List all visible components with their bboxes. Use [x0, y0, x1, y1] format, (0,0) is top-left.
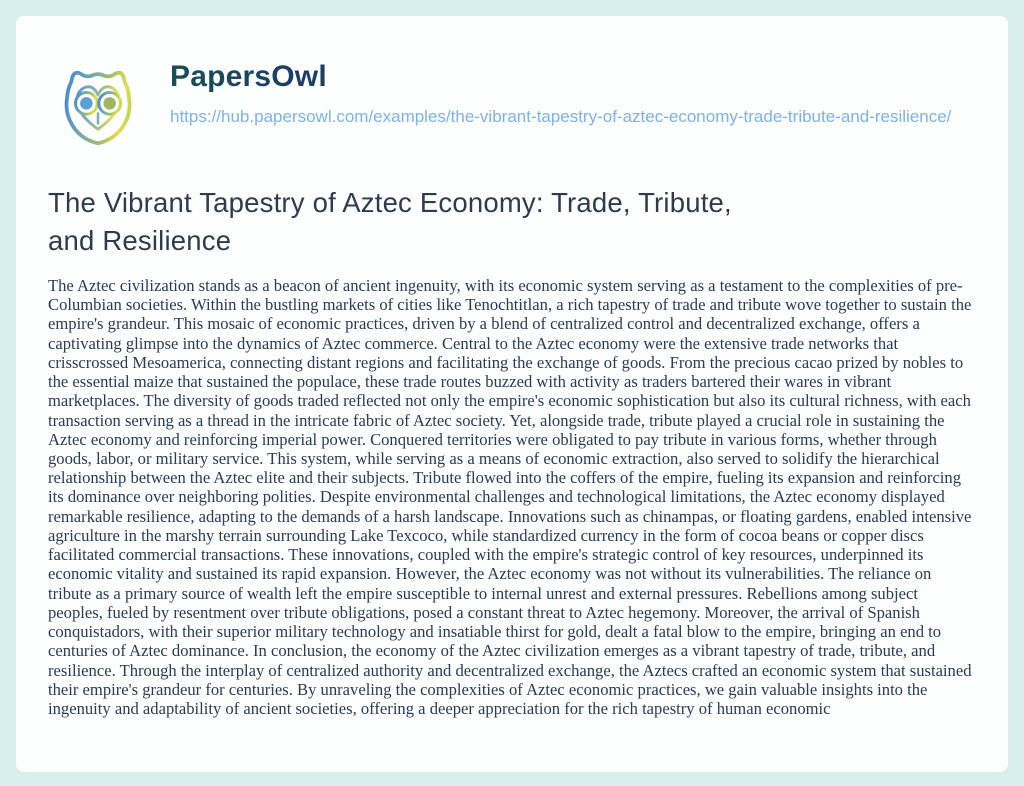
article-body-text: The Aztec civilization stands as a beacon of ancient ingenuity, with its economic system serving as a testament to the complexities of pre-Columbian societies. Within the bustling markets of cities like Tenochtitlan, a rich tapestry of trade and tribute wove together to sustain the empire's grandeur. This mosaic of economic practices, driven by a blend of centralized control and decentralized exchange, offers a captivating glimpse into the dynamics of Aztec commerce. Central to the Aztec economy were the extensive trade networks that crisscrossed Mesoamerica, connecting distant regions and facilitating the exchange of goods. From the precious cacao prized by nobles to the essential maize that sustained the populace, these trade routes buzzed with activity as traders bartered their wares in vibrant marketplaces. The diversity of goods traded reflected not only the empire's economic sophistication but also its cultural richness, with each transaction serving as a thread in the intricate fabric of Aztec society. Yet, alongside trade, tribute played a crucial role in sustaining the Aztec economy and reinforcing imperial power. Conquered territories were obligated to pay tribute in various forms, whether through goods, labor, or military service. This system, while serving as a means of economic extraction, also served to solidify the hierarchical relationship between the Aztec elite and their subjects. Tribute flowed into the coffers of the empire, fueling its expansion and reinforcing its dominance over neighboring polities. Despite environmental challenges and technological limitations, the Aztec economy displayed remarkable resilience, adapting to the demands of a harsh landscape. Innovations such as chinampas, or floating gardens, enabled intensive agriculture in the marshy terrain surrounding Lake Texcoco, while standardized currency in the form of cocoa beans or copper discs facilitated commercial transactions. These innovations, coupled with the empire's strategic control of key resources, underpinned its economic vitality and sustained its rapid expansion. However, the Aztec economy was not without its vulnerabilities. The reliance on tribute as a primary source of wealth left the empire susceptible to internal unrest and external pressures. Rebellions among subject peoples, fueled by resentment over tribute obligations, posed a constant threat to Aztec hegemony. Moreover, the arrival of Spanish conquistadors, with their superior military technology and insatiable thirst for gold, dealt a fatal blow to the empire, bringing an end to centuries of Aztec dominance. In conclusion, the economy of the Aztec civilization emerges as a vibrant tapestry of trade, tribute, and resilience. Through the interplay of centralized authority and decentralized exchange, the Aztecs crafted an economic system that sustained their empire's grandeur for centuries. By unraveling the complexities of Aztec economic practices, we gain valuable insights into the ingenuity and adaptability of ancient societies, offering a deeper appreciation for the rich tapestry of human economic — [48, 275, 972, 719]
papersowl-owl-logo-icon — [48, 60, 148, 160]
header-text-block — [170, 58, 951, 130]
brand-wordmark: PapersOwl — [170, 60, 327, 93]
document-header — [48, 58, 976, 160]
source-url-link[interactable]: https://hub.papersowl.com/examples/the-vibrant-tapestry-of-aztec-economy-trade-tribute-and-resilience/ — [170, 107, 952, 126]
document-card — [16, 16, 1008, 772]
article-title: The Vibrant Tapestry of Aztec Economy: Trade, Tribute, and Resilience — [48, 187, 732, 256]
